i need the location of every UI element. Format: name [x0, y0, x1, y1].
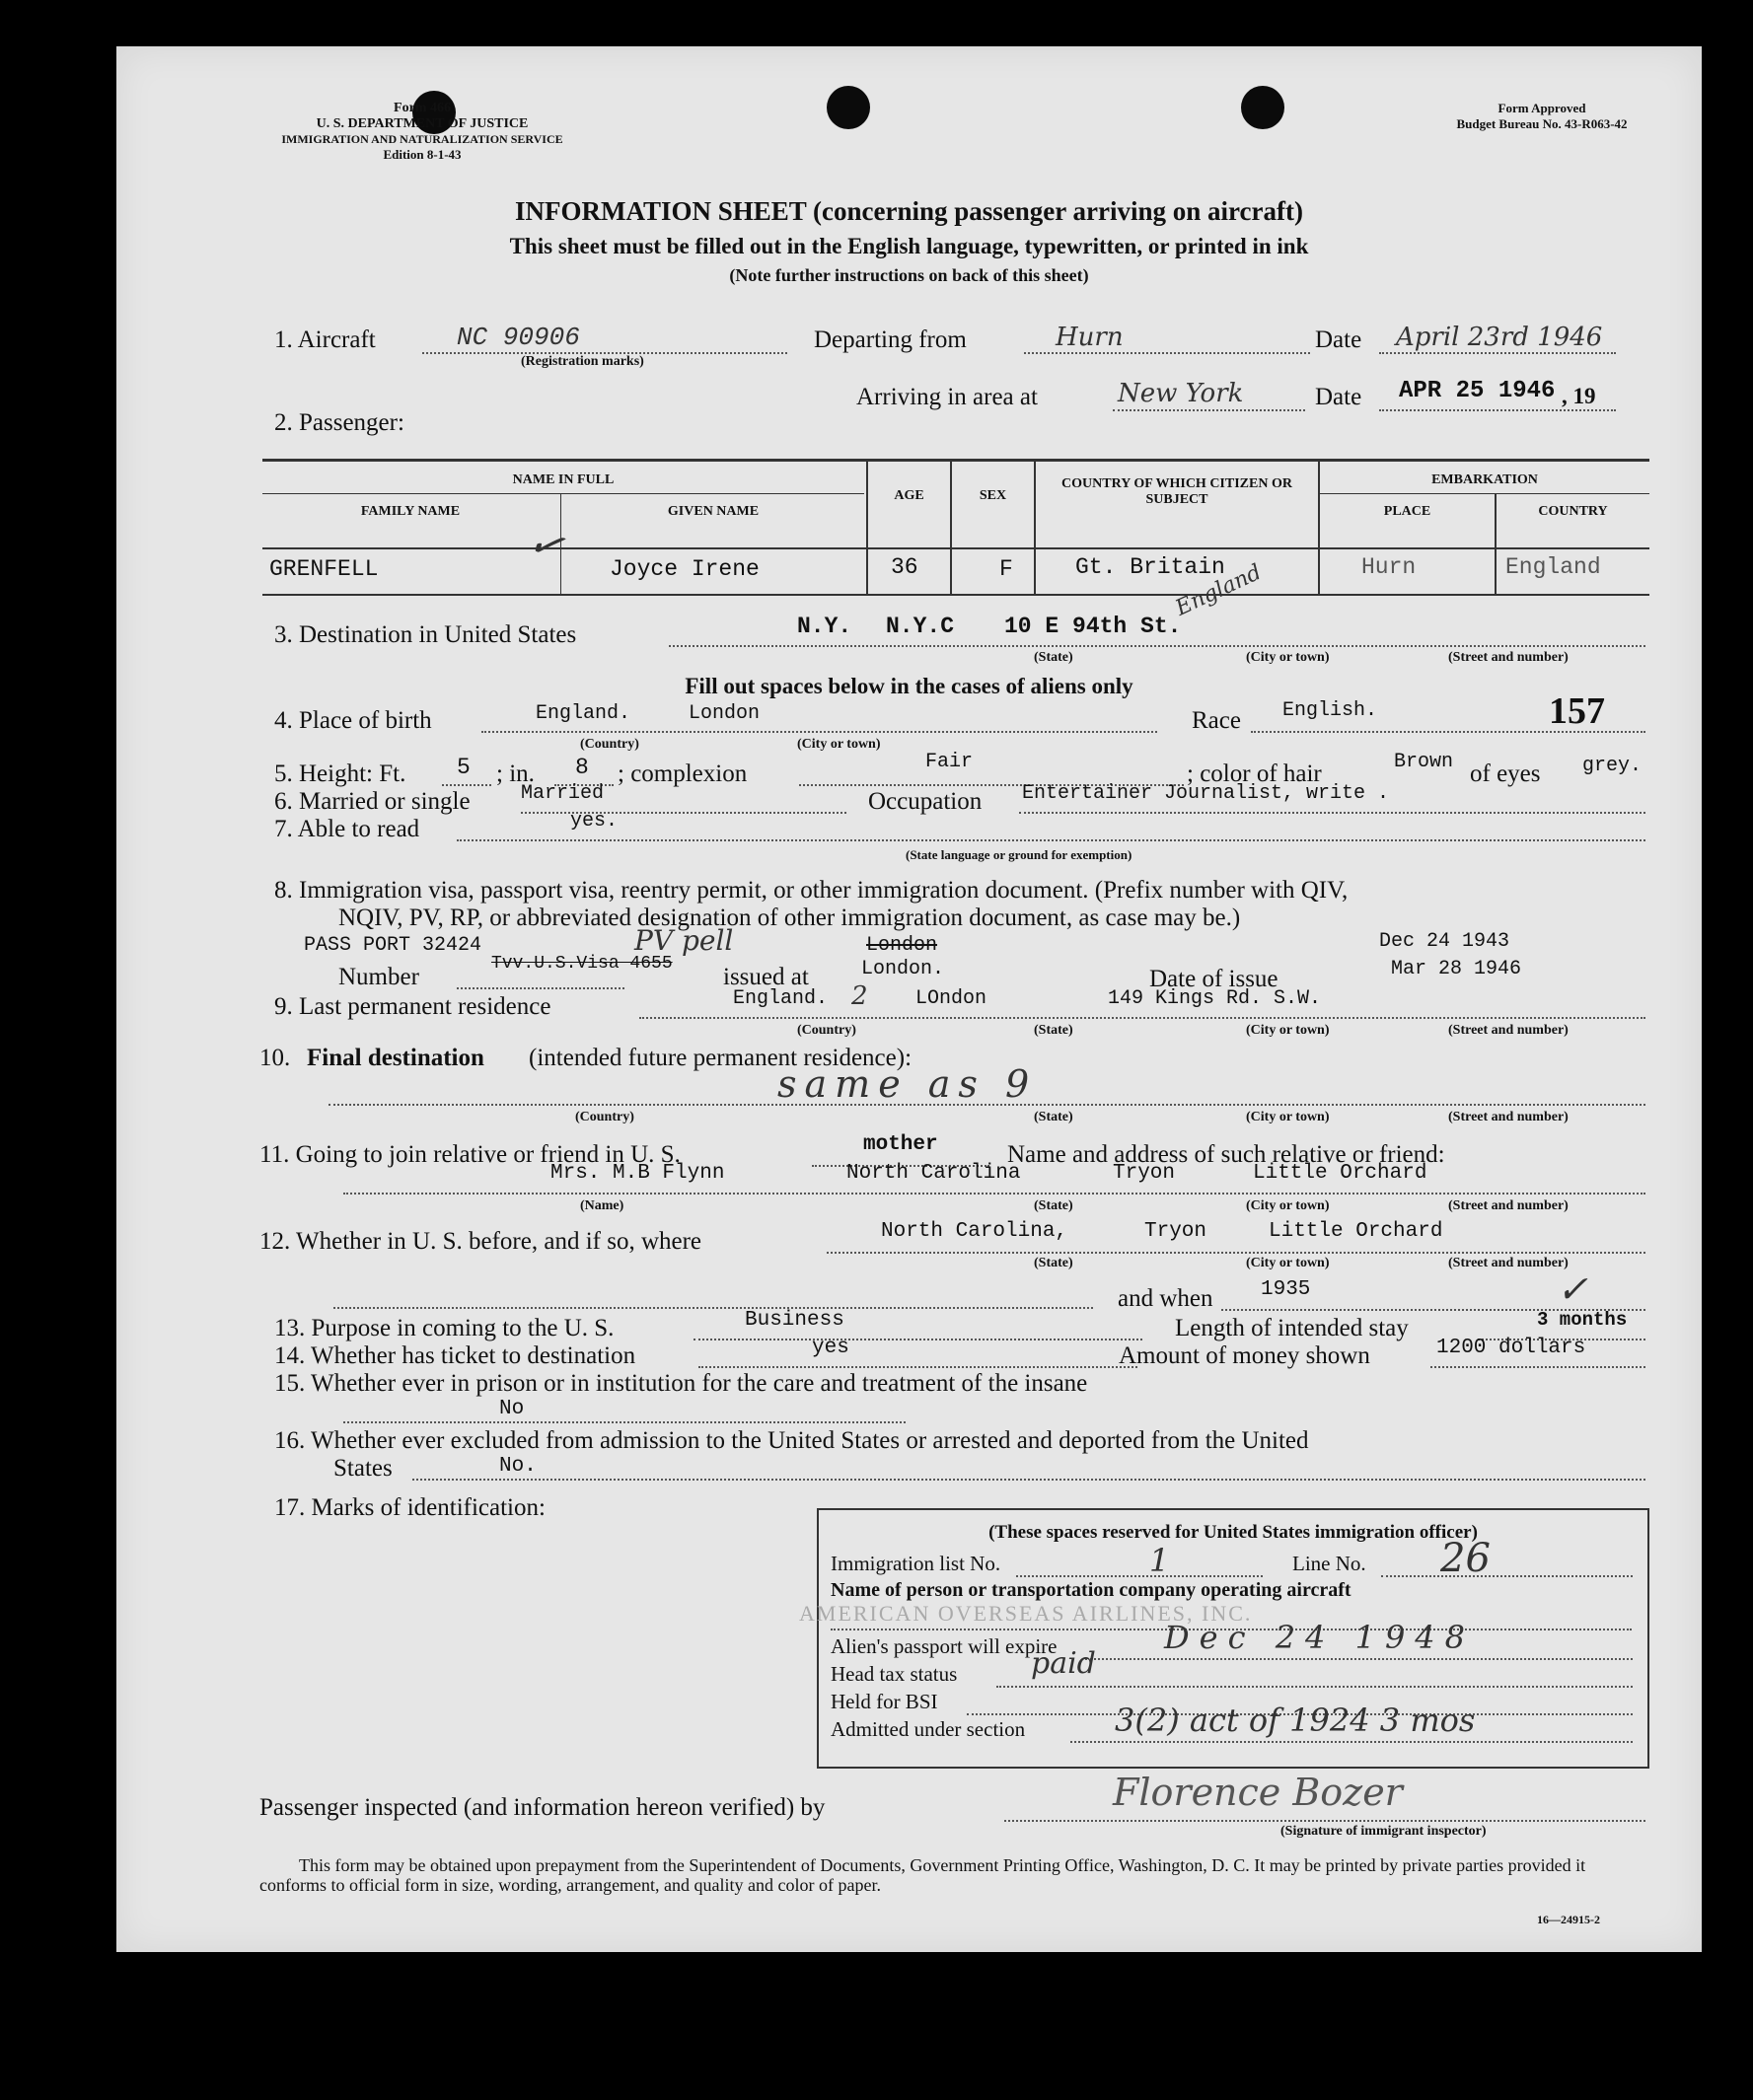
birth-city-caption: (City or town) [797, 737, 881, 752]
when-value: 1935 [1261, 1278, 1311, 1301]
birth-country: England. [536, 702, 631, 725]
list-number-label: Immigration list No. [831, 1552, 1001, 1575]
head-tax-label: Head tax status [831, 1662, 958, 1686]
given-name-value: Joyce Irene [610, 556, 760, 582]
col-country-citizen: COUNTRY OF WHICH CITIZEN OR SUBJECT [1061, 476, 1292, 507]
number-label: Number [338, 964, 419, 990]
arrival-date-stamp: APR 25 1946 [1399, 378, 1556, 404]
arrival-date-suffix: , 19 [1562, 384, 1596, 408]
visa-hand-note: PV pell [634, 924, 734, 957]
date-label: Date [1315, 326, 1362, 353]
when-label: and when [1118, 1285, 1213, 1312]
company-stamp: AMERICAN OVERSEAS AIRLINES, INC. [799, 1601, 1253, 1626]
destination-label: 3. Destination in United States [274, 621, 577, 648]
col-embark-country: COUNTRY [1538, 504, 1608, 519]
final-country-caption: (Country) [575, 1110, 634, 1124]
officer-box-heading: (These spaces reserved for United States immigration officer) [988, 1522, 1478, 1543]
aircraft-value: NC 90906 [457, 323, 580, 352]
residence-state-mark: 2 [851, 981, 868, 1011]
bsi-label: Held for BSI [831, 1690, 938, 1713]
age-value: 36 [891, 554, 918, 580]
issued-at-value: London. [861, 958, 945, 980]
height-inch-label: ; in. [496, 760, 535, 787]
form-header-left [255, 101, 590, 163]
stay-label: Length of intended stay [1175, 1315, 1409, 1341]
prior-visit-street: Little Orchard [1269, 1220, 1443, 1243]
line-number-label: Line No. [1292, 1552, 1366, 1575]
height-feet: 5 [457, 755, 471, 780]
company-label: Name of person or transportation company operating aircraft [831, 1579, 1351, 1601]
list-number-value: 1 [1149, 1542, 1170, 1579]
stay-value: 3 months [1537, 1309, 1628, 1331]
final-destination-value: same as 9 [777, 1062, 1038, 1106]
section-value: 3(2) act of 1924 3 mos [1115, 1702, 1476, 1739]
footer-code: 16—24915-2 [1537, 1913, 1600, 1926]
money-label: Amount of money shown [1119, 1342, 1370, 1369]
marital-label: 6. Married or single [274, 788, 471, 815]
col-place: PLACE [1383, 504, 1431, 519]
section-label: Admitted under section [831, 1717, 1026, 1741]
destination-city-caption: (City or town) [1246, 650, 1330, 665]
excluded-line2: States [333, 1455, 393, 1482]
marital-value: Married [521, 782, 605, 805]
col-family-name: FAMILY NAME [360, 504, 461, 519]
purpose-label: 13. Purpose in coming to the U. S. [274, 1315, 615, 1341]
form-approved: Form Approved [1497, 101, 1586, 115]
inspected-label: Passenger inspected (and information hereon verified) by [259, 1794, 826, 1821]
punch-hole-middle [827, 86, 870, 129]
passenger-label: 2. Passenger: [274, 409, 404, 436]
form-number: Form 466 [394, 101, 451, 115]
when-check-mark: ✓ [1557, 1267, 1588, 1311]
residence-street: 149 Kings Rd. S.W. [1108, 987, 1322, 1010]
read-label: 7. Able to read [274, 816, 420, 842]
citizen-handwritten-note: England [1172, 559, 1266, 621]
department-name: U. S. DEPARTMENT OF JUSTICE [316, 116, 529, 131]
line-number-value: 26 [1440, 1536, 1491, 1581]
budget-number: Budget Bureau No. 43-R063-42 [1456, 116, 1628, 131]
complexion-value: Fair [925, 751, 974, 773]
occupation-value: Entertainer Journalist, write . [1022, 782, 1390, 805]
birthplace-label: 4. Place of birth [274, 707, 432, 734]
destination-state-caption: (State) [1034, 650, 1073, 665]
issue-date-label: Date of issue [1149, 966, 1278, 992]
read-caption: (State language or ground for exemption) [906, 847, 1132, 862]
residence-country: England. [733, 987, 829, 1010]
complexion-label: ; complexion [618, 760, 748, 787]
height-inches: 8 [575, 755, 589, 780]
race-value: English. [1282, 699, 1378, 722]
departing-label: Departing from [814, 326, 967, 353]
form-edition: Edition 8-1-43 [383, 147, 462, 162]
final-street-caption: (Street and number) [1448, 1110, 1569, 1124]
arriving-value: New York [1118, 379, 1244, 408]
form-subtitle: This sheet must be filled out in the English language, typewritten, or printed in ink [509, 234, 1309, 258]
eye-color-value: grey. [1582, 755, 1643, 777]
relative-state: North Carolina [846, 1162, 1021, 1185]
destination-city: N.Y.C [886, 614, 955, 639]
aircraft-label: 1. Aircraft [274, 326, 376, 353]
hair-color-label: ; color of hair [1187, 760, 1322, 787]
departing-value: Hurn [1056, 323, 1124, 352]
final-destination-rest: (intended future permanent residence): [529, 1045, 913, 1071]
residence-label: 9. Last permanent residence [274, 993, 551, 1020]
birth-country-caption: (Country) [580, 737, 639, 752]
ticket-value: yes [812, 1337, 849, 1359]
final-destination-label: Final destination [307, 1045, 484, 1071]
prior-visit-label: 12. Whether in U. S. before, and if so, where [259, 1228, 702, 1255]
birth-city: London [689, 702, 761, 725]
embark-country-value: England [1505, 554, 1601, 580]
final-destination-number: 10. [259, 1045, 291, 1071]
prior-state-caption: (State) [1034, 1256, 1073, 1270]
relative-name-caption: (Name) [580, 1198, 624, 1213]
passport-date: Dec 24 1943 [1379, 930, 1510, 953]
excluded-line1: 16. Whether ever excluded from admission to the United States or arrested and deported from the United [274, 1427, 1309, 1454]
registration-caption: (Registration marks) [521, 354, 644, 369]
destination-state: N.Y. [797, 614, 852, 639]
purpose-value: Business [745, 1309, 844, 1332]
prison-value: No [499, 1398, 525, 1420]
form-title: INFORMATION SHEET (concerning passenger arriving on aircraft) [515, 196, 1303, 226]
money-value: 1200 dollars [1436, 1337, 1586, 1359]
relation-value: mother [863, 1133, 938, 1156]
residence-country-caption: (Country) [797, 1023, 856, 1038]
family-name-value: GRENFELL [269, 556, 379, 582]
citizen-value: Gt. Britain [1075, 554, 1225, 580]
relative-city-caption: (City or town) [1246, 1198, 1330, 1213]
form-header-right [1399, 101, 1685, 132]
immigration-doc-line2: NQIV, PV, RP, or abbreviated designation of other immigration document, as case may be.) [338, 905, 1241, 931]
issued-at-label: issued at [723, 964, 809, 990]
officer-reserved-box [799, 1508, 1649, 1769]
ticket-label: 14. Whether has ticket to destination [274, 1342, 636, 1369]
col-sex: SEX [979, 488, 1007, 503]
prison-label: 15. Whether ever in prison or in institution for the care and treatment of the insane [274, 1370, 1088, 1397]
race-label: Race [1192, 707, 1241, 734]
prior-street-caption: (Street and number) [1448, 1256, 1569, 1270]
issue-date-value: Mar 28 1946 [1391, 958, 1522, 980]
destination-street-caption: (Street and number) [1448, 650, 1569, 665]
arriving-label: Arriving in area at [856, 384, 1038, 410]
passport-expire-value: Dec 24 1948 [1164, 1619, 1476, 1656]
prior-visit-city: Tryon [1144, 1220, 1207, 1243]
immigration-doc-line1: 8. Immigration visa, passport visa, reentry permit, or other immigration document. (Prefix number with QIV, [274, 877, 1349, 904]
col-embarkation: EMBARKATION [1431, 472, 1538, 487]
sex-value: F [999, 556, 1013, 582]
residence-state-caption: (State) [1034, 1023, 1073, 1038]
destination-street: 10 E 94th St. [1004, 614, 1182, 639]
hair-color-value: Brown [1394, 751, 1454, 773]
passport-expire-label: Alien's passport will expire [831, 1634, 1058, 1658]
sheet-number: 157 [1549, 690, 1605, 732]
service-name: IMMIGRATION AND NATURALIZATION SERVICE [281, 132, 563, 146]
residence-street-caption: (Street and number) [1448, 1023, 1569, 1038]
passport-place: London [866, 934, 938, 957]
relative-state-caption: (State) [1034, 1198, 1073, 1213]
inspector-signature: Florence Bozer [1113, 1771, 1403, 1814]
relative-city: Tryon [1113, 1162, 1176, 1185]
col-name-in-full: NAME IN FULL [512, 472, 615, 487]
occupation-label: Occupation [868, 788, 983, 815]
col-age: AGE [894, 488, 924, 503]
arrival-date-label: Date [1315, 384, 1362, 410]
identification-label: 17. Marks of identification: [274, 1494, 546, 1521]
join-relative-label: 11. Going to join relative or friend in U. S. [259, 1141, 681, 1168]
prior-city-caption: (City or town) [1246, 1256, 1330, 1270]
date-value: April 23rd 1946 [1396, 323, 1603, 352]
embark-place-value: Hurn [1361, 554, 1417, 580]
relative-street: Little Orchard [1253, 1162, 1427, 1185]
residence-city-caption: (City or town) [1246, 1023, 1330, 1038]
form-note: (Note further instructions on back of this sheet) [729, 265, 1089, 285]
document-page [116, 46, 1702, 1952]
relative-street-caption: (Street and number) [1448, 1198, 1569, 1213]
prior-visit-state: North Carolina, [881, 1220, 1068, 1243]
relative-name: Mrs. M.B Flynn [550, 1162, 725, 1185]
punch-hole-right [1241, 86, 1284, 129]
visa-number: Tvv.U.S.Visa 4655 [491, 954, 673, 974]
excluded-value: No. [499, 1455, 537, 1478]
aliens-only-heading: Fill out spaces below in the cases of aliens only [685, 674, 1133, 698]
passport-number: PASS PORT 32424 [304, 934, 482, 957]
col-given-name: GIVEN NAME [667, 504, 760, 519]
signature-caption: (Signature of immigrant inspector) [1280, 1824, 1487, 1839]
residence-city: LOndon [915, 987, 987, 1010]
height-label: 5. Height: Ft. [274, 760, 406, 787]
final-state-caption: (State) [1034, 1110, 1073, 1124]
final-city-caption: (City or town) [1246, 1110, 1330, 1124]
footer-text: This form may be obtained upon prepayment from the Superintendent of Documents, Government Printing Office, Washington, D. C. It may be printed by private parties provided it conforms to official form in size, wording, arrangement, and quality and color of paper. [259, 1855, 1586, 1895]
relative-name-label: Name and address of such relative or friend: [1007, 1141, 1445, 1168]
head-tax-value: paid [1031, 1646, 1096, 1681]
read-value: yes. [570, 810, 619, 833]
family-check-mark: ✓ [521, 515, 571, 573]
eye-color-label: of eyes [1470, 760, 1541, 787]
